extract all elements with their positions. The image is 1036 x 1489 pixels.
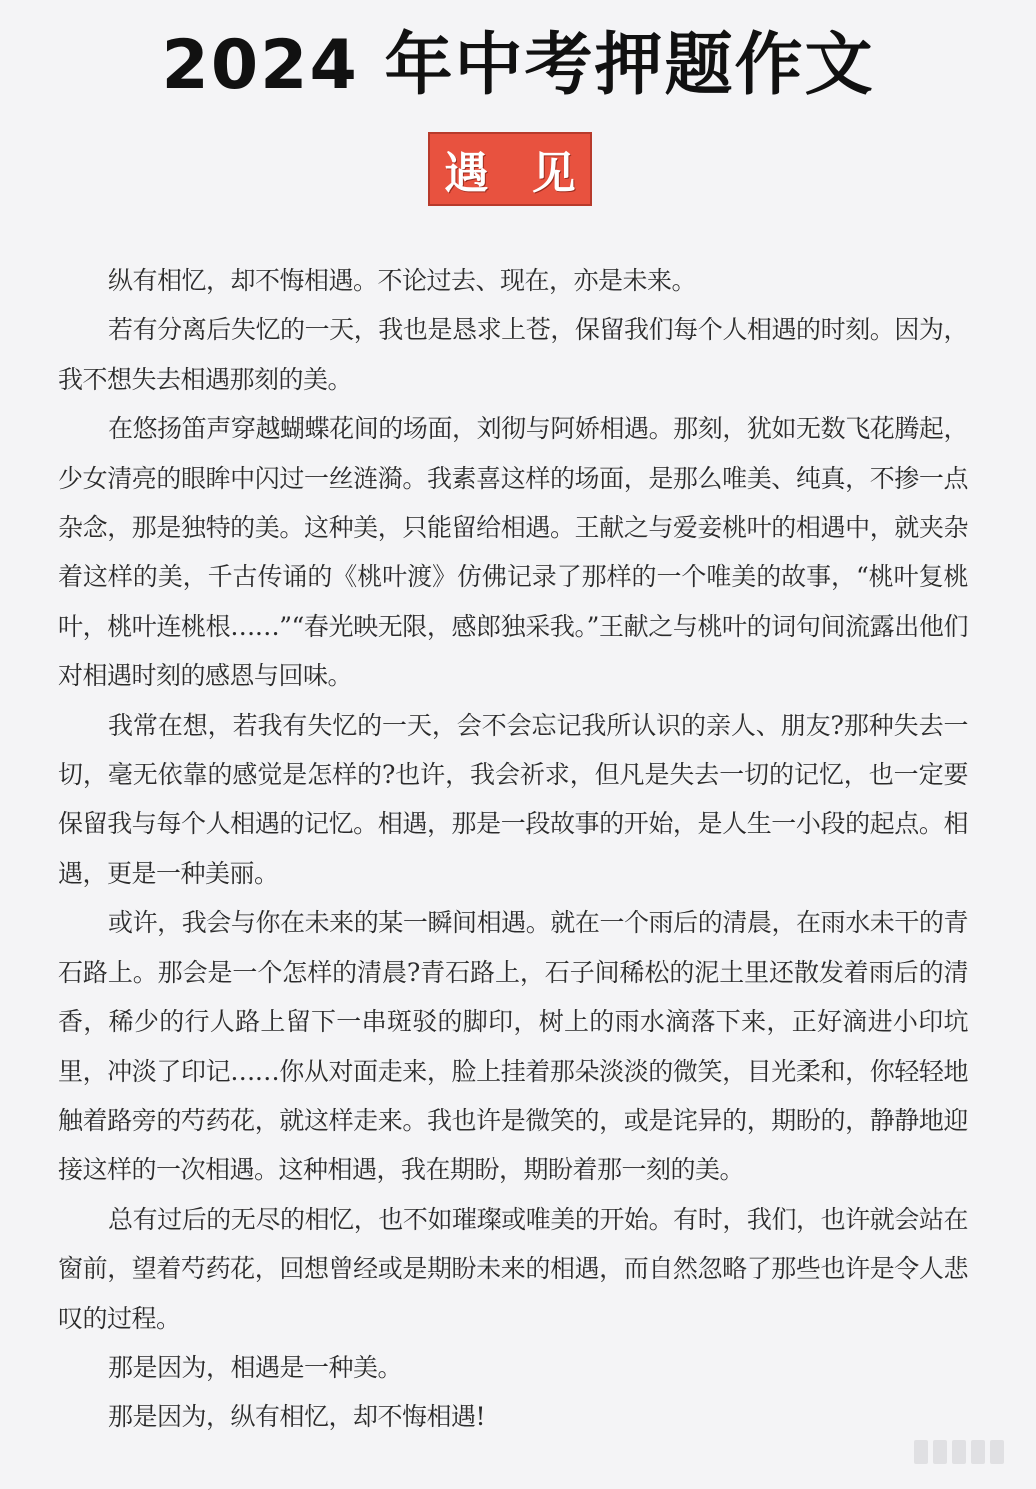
paragraph: 总有过后的无尽的相忆，也不如璀璨或唯美的开始。有时，我们，也许就会站在窗前，望着芍药花，回想曾经或是期盼未来的相遇，而自然忽略了那些也许是令人悲叹的过程。 — [58, 1204, 968, 1333]
watermark-bar — [933, 1440, 947, 1464]
essay-body — [58, 256, 968, 1442]
paragraph: 在悠扬笛声穿越蝴蝶花间的场面，刘彻与阿娇相遇。那刻，犹如无数飞花腾起，少女清亮的眼眸中闪过一丝涟漪。我素喜这样的场面，是那么唯美、纯真，不掺一点杂念，那是独特的美。这种美，只能留给相遇。王献之与爱妾桃叶的相遇中，就夹杂着这样的美，千古传诵的《桃叶渡》仿佛记录了那样的一个唯美的故事，“桃叶复桃叶，桃叶连桃根……”“春光映无限，感郎独采我。”王献之与桃叶的词句间流露出他们对相遇时刻的感恩与回味。 — [58, 414, 968, 691]
paragraph: 或许，我会与你在未来的某一瞬间相遇。就在一个雨后的清晨，在雨水未干的青石路上。那会是一个怎样的清晨?青石路上，石子间稀松的泥土里还散发着雨后的清香，稀少的行人路上留下一串斑驳的脚印，树上的雨水滴落下来，正好滴进小印坑里，冲淡了印记……你从对面走来，脸上挂着那朵淡淡的微笑，目光柔和，你轻轻地触着路旁的芍药花，就这样走来。我也许是微笑的，或是诧异的，期盼的，静静地迎接这样的一次相遇。这种相遇，我在期盼，期盼着那一刻的美。 — [58, 908, 968, 1185]
watermark-bar — [971, 1440, 985, 1464]
essay-title-banner — [428, 132, 592, 206]
paragraph: 那是因为，相遇是一种美。 — [108, 1352, 403, 1382]
watermark-bar — [952, 1440, 966, 1464]
essay-title: 遇 见 — [444, 148, 590, 199]
paragraph: 我常在想，若我有失忆的一天，会不会忘记我所认识的亲人、朋友?那种失去一切，毫无依靠的感觉是怎样的?也许，我会祈求，但凡是失去一切的记忆，也一定要保留我与每个人相遇的记忆。相遇，那是一段故事的开始，是人生一小段的起点。相遇，更是一种美丽。 — [58, 710, 968, 888]
watermark-bar — [990, 1440, 1004, 1464]
watermark-logo — [914, 1439, 1014, 1465]
paragraph: 那是因为，纵有相忆，却不悔相遇! — [108, 1402, 486, 1432]
page-title: 2024 年中考押题作文 — [161, 26, 875, 105]
paragraph: 纵有相忆，却不悔相遇。不论过去、现在，亦是未来。 — [108, 266, 697, 295]
watermark-bar — [914, 1440, 928, 1464]
paragraph: 若有分离后失忆的一天，我也是恳求上苍，保留我们每个人相遇的时刻。因为，我不想失去相遇那刻的美。 — [58, 315, 968, 394]
